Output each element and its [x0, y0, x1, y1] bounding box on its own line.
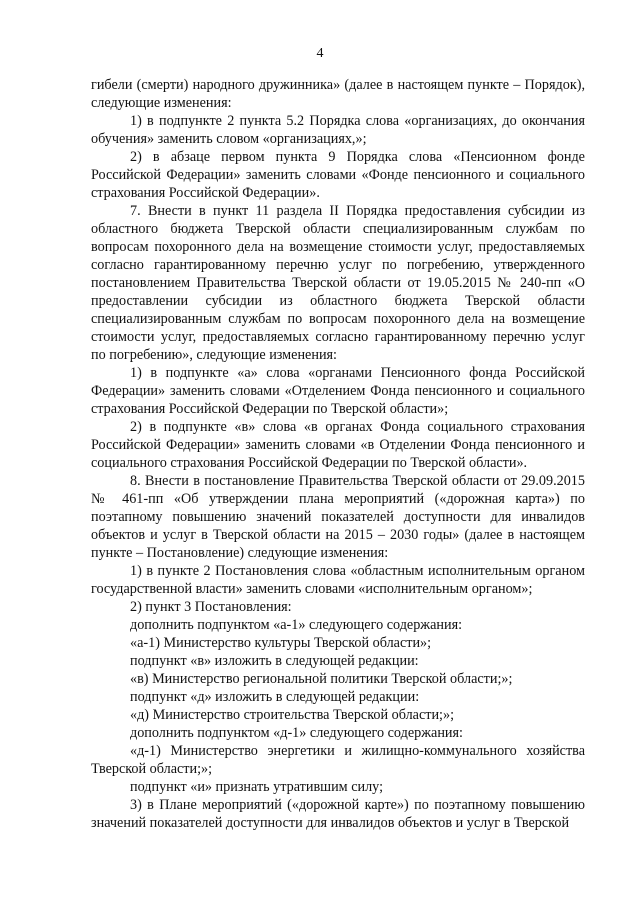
- paragraph: 3) в Плане мероприятий («дорожной карте») по поэтапному повышению значений показателей доступности для инвалидов объектов и услуг в Тверской: [91, 797, 585, 831]
- paragraph: 8. Внести в постановление Правительства Тверской области от 29.09.2015 № 461-пп «Об утверждении плана мероприятий («дорожная карта») по поэтапному повышению значений показателей доступности для инвалидов объектов и услуг в Тверской области на 2015 – 2030 годы» (далее в настоящем пункте – Постановление) следующие изменения:: [91, 473, 585, 561]
- paragraph: 2) в подпункте «в» слова «в органах Фонда социального страхования Российской Федерации» заменить словами «в Отделении Фонда пенсионного и социального страхования Российской Федерации по Тверской области».: [91, 419, 585, 471]
- paragraph: 1) в подпункте 2 пункта 5.2 Порядка слова «организациях, до окончания обучения» заменить словом «организациях,»;: [91, 113, 585, 147]
- paragraph: «в) Министерство региональной политики Тверской области;»;: [130, 671, 513, 687]
- paragraph: подпункт «и» признать утратившим силу;: [130, 779, 384, 795]
- paragraph: 7. Внести в пункт 11 раздела II Порядка предоставления субсидии из областного бюджета Тверской области специализированным службам по вопросам похоронного дела на возмещение стоимости услуг, предоставляемых согласно гарантированному перечню услуг по погребению, утвержденного постановлением Правительства Тверской области от 19.05.2015 № 240-пп «О предоставлении субсидии из областного бюджета Тверской области специализированным службам по вопросам похоронного дела на возмещение стоимости услуг, предоставляемых согласно гарантированному перечню услуг по погребению», следующие изменения:: [91, 203, 585, 363]
- paragraph: 2) пункт 3 Постановления:: [130, 599, 292, 615]
- paragraph: «д) Министерство строительства Тверской области;»;: [130, 707, 455, 723]
- paragraph: «д-1) Министерство энергетики и жилищно-коммунального хозяйства Тверской области;»;: [91, 743, 585, 777]
- paragraph: 2) в абзаце первом пункта 9 Порядка слова «Пенсионном фонде Российской Федерации» заменить словами «Фонде пенсионного и социального страхования Российской Федерации».: [91, 149, 585, 201]
- paragraph: «а-1) Министерство культуры Тверской области»;: [130, 635, 432, 651]
- paragraph: подпункт «в» изложить в следующей редакции:: [130, 653, 419, 669]
- paragraph: дополнить подпунктом «а-1» следующего содержания:: [130, 617, 463, 633]
- page-number: 4: [316, 46, 324, 61]
- document-body: [91, 76, 585, 832]
- paragraph: гибели (смерти) народного дружинника» (далее в настоящем пункте – Порядок), следующие изменения:: [91, 77, 585, 111]
- paragraph: 1) в пункте 2 Постановления слова «областным исполнительным органом государственной власти» заменить словами «исполнительным органом»;: [91, 563, 585, 597]
- paragraph: подпункт «д» изложить в следующей редакции:: [130, 689, 420, 705]
- paragraph: 1) в подпункте «а» слова «органами Пенсионного фонда Российской Федерации» заменить словами «Отделением Фонда пенсионного и социального страхования Российской Федерации по Тверской области»;: [91, 365, 585, 417]
- paragraph: дополнить подпунктом «д-1» следующего содержания:: [130, 725, 463, 741]
